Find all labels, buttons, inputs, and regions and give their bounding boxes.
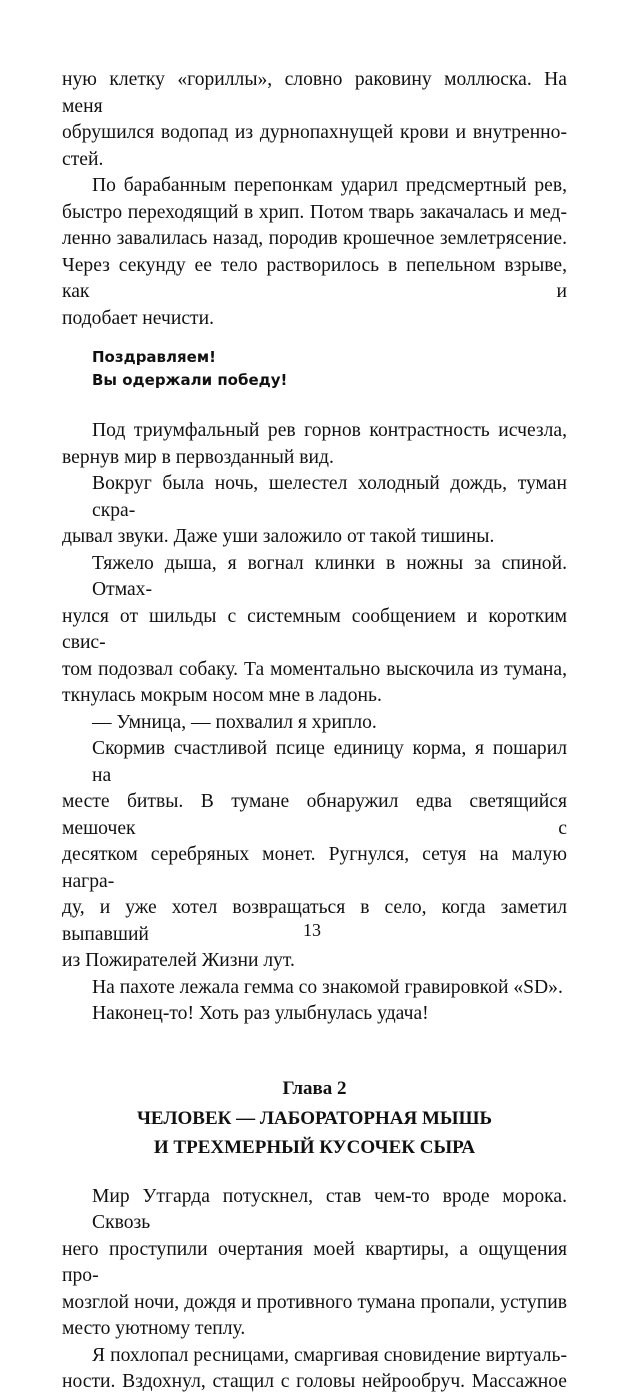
text-line: Под триумфальный рев горнов контрастность исчезла, [92, 420, 567, 441]
paragraph [62, 1184, 567, 1343]
text-line: том подозвал собаку. Та моментально выскочила из тумана, [62, 658, 567, 680]
chapter-title-line: И ТРЕХМЕРНЫЙ КУСОЧЕК СЫРА [153, 1136, 476, 1158]
text-line: десятком серебряных монет. Ругнулся, сетуя на малую награ- [62, 844, 567, 892]
text-line: мозглой ночи, дождя и противного тумана пропали, уступив [62, 1291, 567, 1313]
text-line: По барабанным перепонкам ударил предсмертный рев, [92, 175, 567, 196]
text-line: Наконец-то! Хоть раз улыбнулась удача! [92, 1003, 429, 1024]
system-message-line: Вы одержали победу! [92, 371, 288, 389]
text-line: ленно завалилась назад, породив крошечное землетрясение. [62, 228, 567, 249]
text-line: вернув мир в первозданный вид. [62, 446, 334, 468]
text-line: — Умница, — похвалил я хрипло. [92, 711, 377, 733]
text-line: из Пожирателей Жизни лут. [62, 950, 295, 971]
text-line: нулся от шильды с системным сообщением и коротким свис- [62, 605, 567, 653]
text-line: быстро переходящий в хрип. Потом тварь закачалась и мед- [62, 201, 567, 223]
paragraph [62, 710, 567, 737]
text-line: ду, и уже хотел возвращаться в село, когда заметил выпавший [62, 897, 567, 945]
paragraph [62, 418, 567, 471]
text-line: него проступили очертания моей квартиры, а ощущения про- [62, 1238, 567, 1286]
system-message-line: Поздравляем! [92, 348, 216, 366]
text-line: Через секунду ее тело растворилось в пепельном взрыве, как и [62, 254, 567, 302]
chapter-heading [62, 1076, 567, 1160]
paragraph [62, 67, 567, 173]
chapter-number: Глава 2 [282, 1077, 347, 1099]
text-line: Я похлопал ресницами, смаргивая сновидение виртуаль- [92, 1344, 567, 1366]
spacer [62, 1160, 567, 1184]
text-line: ную клетку «гориллы», словно раковину моллюска. На меня [62, 69, 567, 117]
paragraph [62, 1343, 567, 1396]
text-line: стей. [62, 148, 104, 170]
text-line: На пахоте лежала гемма со знакомой гравировкой «SD». [92, 976, 563, 998]
text-line: ности. Вздохнул, стащил с головы нейрообруч. Массажное [62, 1371, 567, 1392]
text-line: Вокруг была ночь, шелестел холодный дождь, туман скра- [92, 473, 567, 521]
book-page [62, 67, 567, 1396]
text-line: Тяжело дыша, я вогнал клинки в ножны за спиной. Отмах- [92, 552, 567, 600]
text-line: обрушился водопад из дурнопахнущей крови и внутренно- [62, 122, 567, 143]
text-line: дывал звуки. Даже уши заложило от такой тишины. [62, 526, 495, 547]
text-line: Мир Утгарда потускнел, став чем-то вроде морока. Сквозь [92, 1185, 567, 1233]
text-line: ткнулась мокрым носом мне в ладонь. [62, 685, 382, 706]
paragraph [62, 471, 567, 551]
text-line: Скормив счастливой псице единицу корма, я пошарил на [92, 738, 567, 786]
text-line: месте битвы. В тумане обнаружил едва светящийся мешочек с [62, 791, 567, 839]
text-line: место уютному теплу. [62, 1318, 246, 1339]
paragraph [62, 173, 567, 332]
system-message [92, 346, 567, 392]
text-line: подобает нечисти. [62, 307, 214, 329]
paragraph [62, 1001, 567, 1028]
chapter-title-line: ЧЕЛОВЕК — ЛАБОРАТОРНАЯ МЫШЬ [136, 1107, 493, 1129]
page-number: 13 [303, 920, 321, 940]
paragraph [62, 975, 567, 1002]
paragraph [62, 551, 567, 710]
